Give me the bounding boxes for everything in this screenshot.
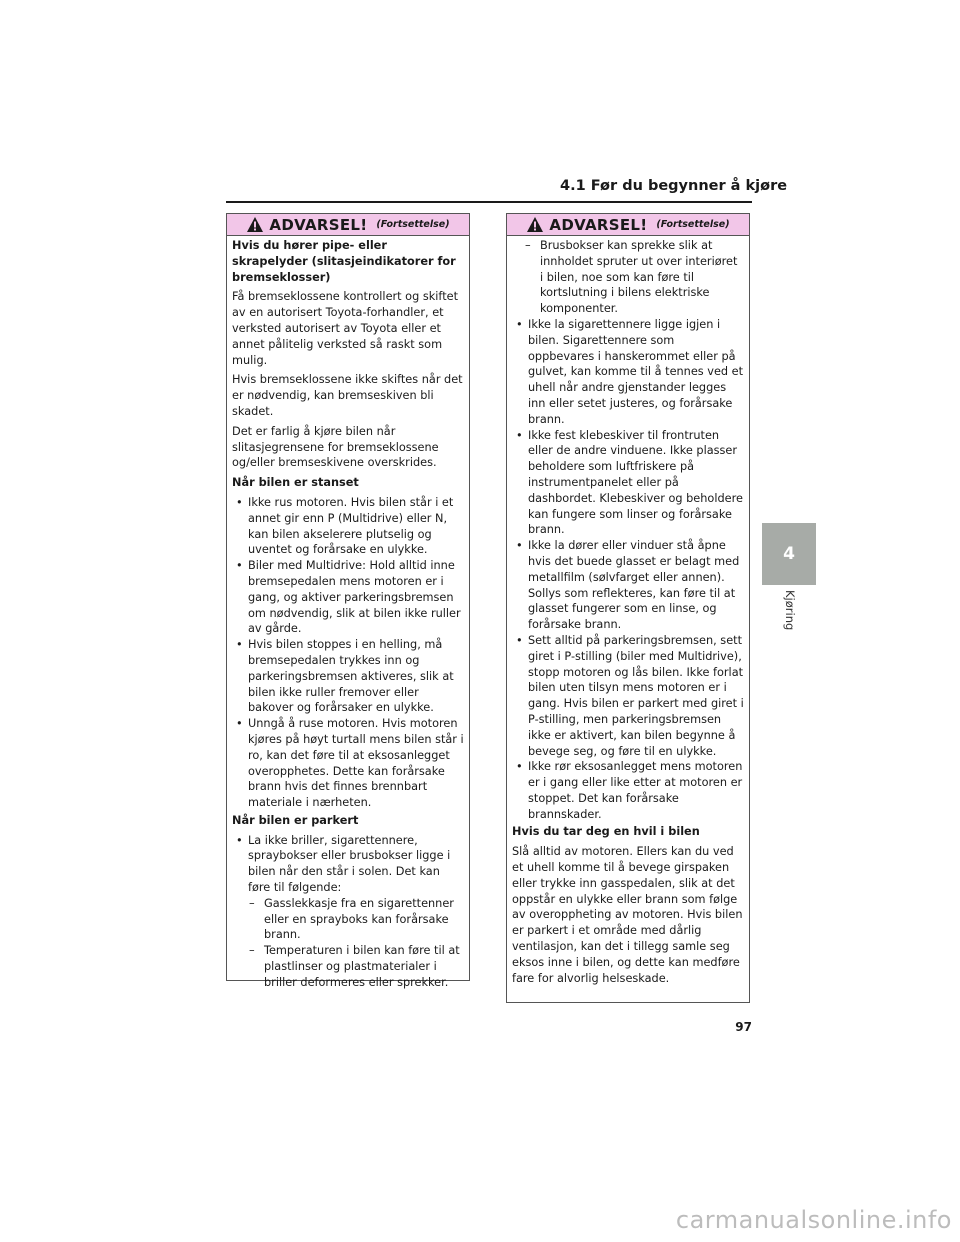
list-item: • Unngå å ruse motoren. Hvis motoren kjøres på høyt turtall mens bilen står i ro, kan det føre til at eksosanlegget overopphetes. Dette kan forårsake brann hvis det finnes brennbart materiale i nærheten.	[232, 716, 464, 811]
warning-header	[227, 214, 469, 236]
dash-item: – Brusbokser kan sprekke slik at innholdet spruter ut over interiøret i bilen, noe som kan føre til kortslutning i bilens elektriske komponenter.	[512, 238, 744, 317]
list-item: • Hvis bilen stoppes i en helling, må bremsepedalen trykkes inn og parkeringsbremsen aktiveres, slik at bilen ikke ruller fremover eller bakover og forårsaker en ulykke.	[232, 637, 464, 716]
list-item: • Ikke la dører eller vinduer stå åpne hvis det buede glasset er belagt med metallfilm (sølvfarget eller annen). Sollys som reflekteres, kan føre til at glasset fungerer som en linse, og forårsake brann.	[512, 538, 744, 633]
page-number: 97	[735, 1020, 752, 1034]
warning-triangle-icon	[526, 216, 544, 233]
warning-header	[507, 214, 749, 236]
list-item: • Biler med Multidrive: Hold alltid inne bremsepedalen mens motoren er i gang, og aktiver parkeringsbremsen om nødvendig, slik at bilen ikke ruller av gårde.	[232, 558, 464, 637]
dash-list	[248, 896, 464, 991]
warning-title: ADVARSEL!	[269, 215, 368, 234]
warning-body	[227, 236, 469, 991]
heading-brake-noise: Hvis du hører pipe- eller skrapelyder (slitasjeindikatorer for bremseklosser)	[232, 239, 456, 284]
dash-item: – Temperaturen i bilen kan føre til at plastlinser og plastmaterialer i briller deformeres eller sprekker.	[248, 943, 464, 990]
paragraph: Få bremseklossene kontrollert og skiftet av en autorisert Toyota-forhandler, et verksted autorisert av Toyota eller et annet pålitelig verksted så raskt som mulig.	[232, 290, 459, 367]
chapter-label: Kjøring	[783, 590, 797, 631]
section-title: 4.1 Før du begynner å kjøre	[560, 178, 788, 194]
continued-label: (Fortsettelse)	[656, 219, 730, 230]
stopped-list	[232, 495, 464, 811]
warning-body	[507, 236, 749, 986]
paragraph: Slå alltid av motoren. Ellers kan du ved et uhell komme til å bevege girspaken eller trykke inn gasspedalen, slik at det oppstår en ulykke eller brann som følge av overoppheting av motoren. Hvis bilen er parkert i et område med dårlig ventilasjon, kan det i tillegg samle seg eksos inne i bilen, og dette kan medføre fare for alvorlig helseskade.	[512, 845, 743, 985]
parked-list-continued	[512, 317, 744, 823]
dash-item: – Gasslekkasje fra en sigarettenner eller en sprayboks kan forårsake brann.	[248, 896, 464, 943]
watermark: carmanualsonline.info	[675, 1206, 952, 1234]
warning-triangle-icon	[246, 216, 264, 233]
warning-title: ADVARSEL!	[549, 215, 648, 234]
heading-stopped: Når bilen er stanset	[232, 476, 359, 490]
list-item	[232, 833, 464, 991]
list-item: • Ikke la sigarettennere ligge igjen i bilen. Sigarettennere som oppbevares i hanskerommet eller på gulvet, kan komme til å tennes ved et uhell når andre gjenstander legges inn eller setet justeres, og forårsake brann.	[512, 317, 744, 428]
warning-box-left	[226, 213, 470, 989]
list-item-text: La ikke briller, sigarettennere, spraybokser eller brusbokser ligge i bilen når den står i solen. Det kan føre til følgende:	[248, 833, 451, 895]
dash-list	[512, 238, 744, 317]
list-item: • Ikke rør eksosanlegget mens motoren er i gang eller like etter at motoren er stoppet. Det kan forårsake brannskader.	[512, 759, 744, 822]
heading-rest: Hvis du tar deg en hvil i bilen	[512, 825, 700, 839]
header-rule	[226, 201, 752, 203]
list-item: • Sett alltid på parkeringsbremsen, sett giret i P-stilling (biler med Multidrive), stopp motoren og lås bilen. Ikke forlat bilen uten tilsyn mens motoren er i gang. Hvis bilen er parkert med giret i P-stilling, men parkeringsbremsen ikke er aktivert, kan bilen begynne å bevege seg, og føre til en ulykke.	[512, 633, 744, 759]
continued-label: (Fortsettelse)	[376, 219, 450, 230]
chapter-tab[interactable]: 4	[762, 523, 816, 585]
list-item: • Ikke rus motoren. Hvis bilen står i et annet gir enn P (Multidrive) eller N, kan bilen akselerere plutselig og uventet og forårsake en ulykke.	[232, 495, 464, 558]
parked-list	[232, 833, 464, 991]
list-item: • Ikke fest klebeskiver til frontruten eller de andre vinduene. Ikke plasser beholdere som luftfriskere på instrumentpanelet eller på dashbordet. Klebeskiver og beholdere kan fungere som linser og forårsake brann.	[512, 428, 744, 539]
heading-parked: Når bilen er parkert	[232, 813, 359, 827]
paragraph: Hvis bremseklossene ikke skiftes når det er nødvendig, kan bremseskiven bli skadet.	[232, 373, 463, 418]
warning-box-right	[506, 213, 750, 1003]
paragraph: Det er farlig å kjøre bilen når slitasjegrensene for bremseklossene og/eller bremseskivene overskrides.	[232, 424, 439, 470]
